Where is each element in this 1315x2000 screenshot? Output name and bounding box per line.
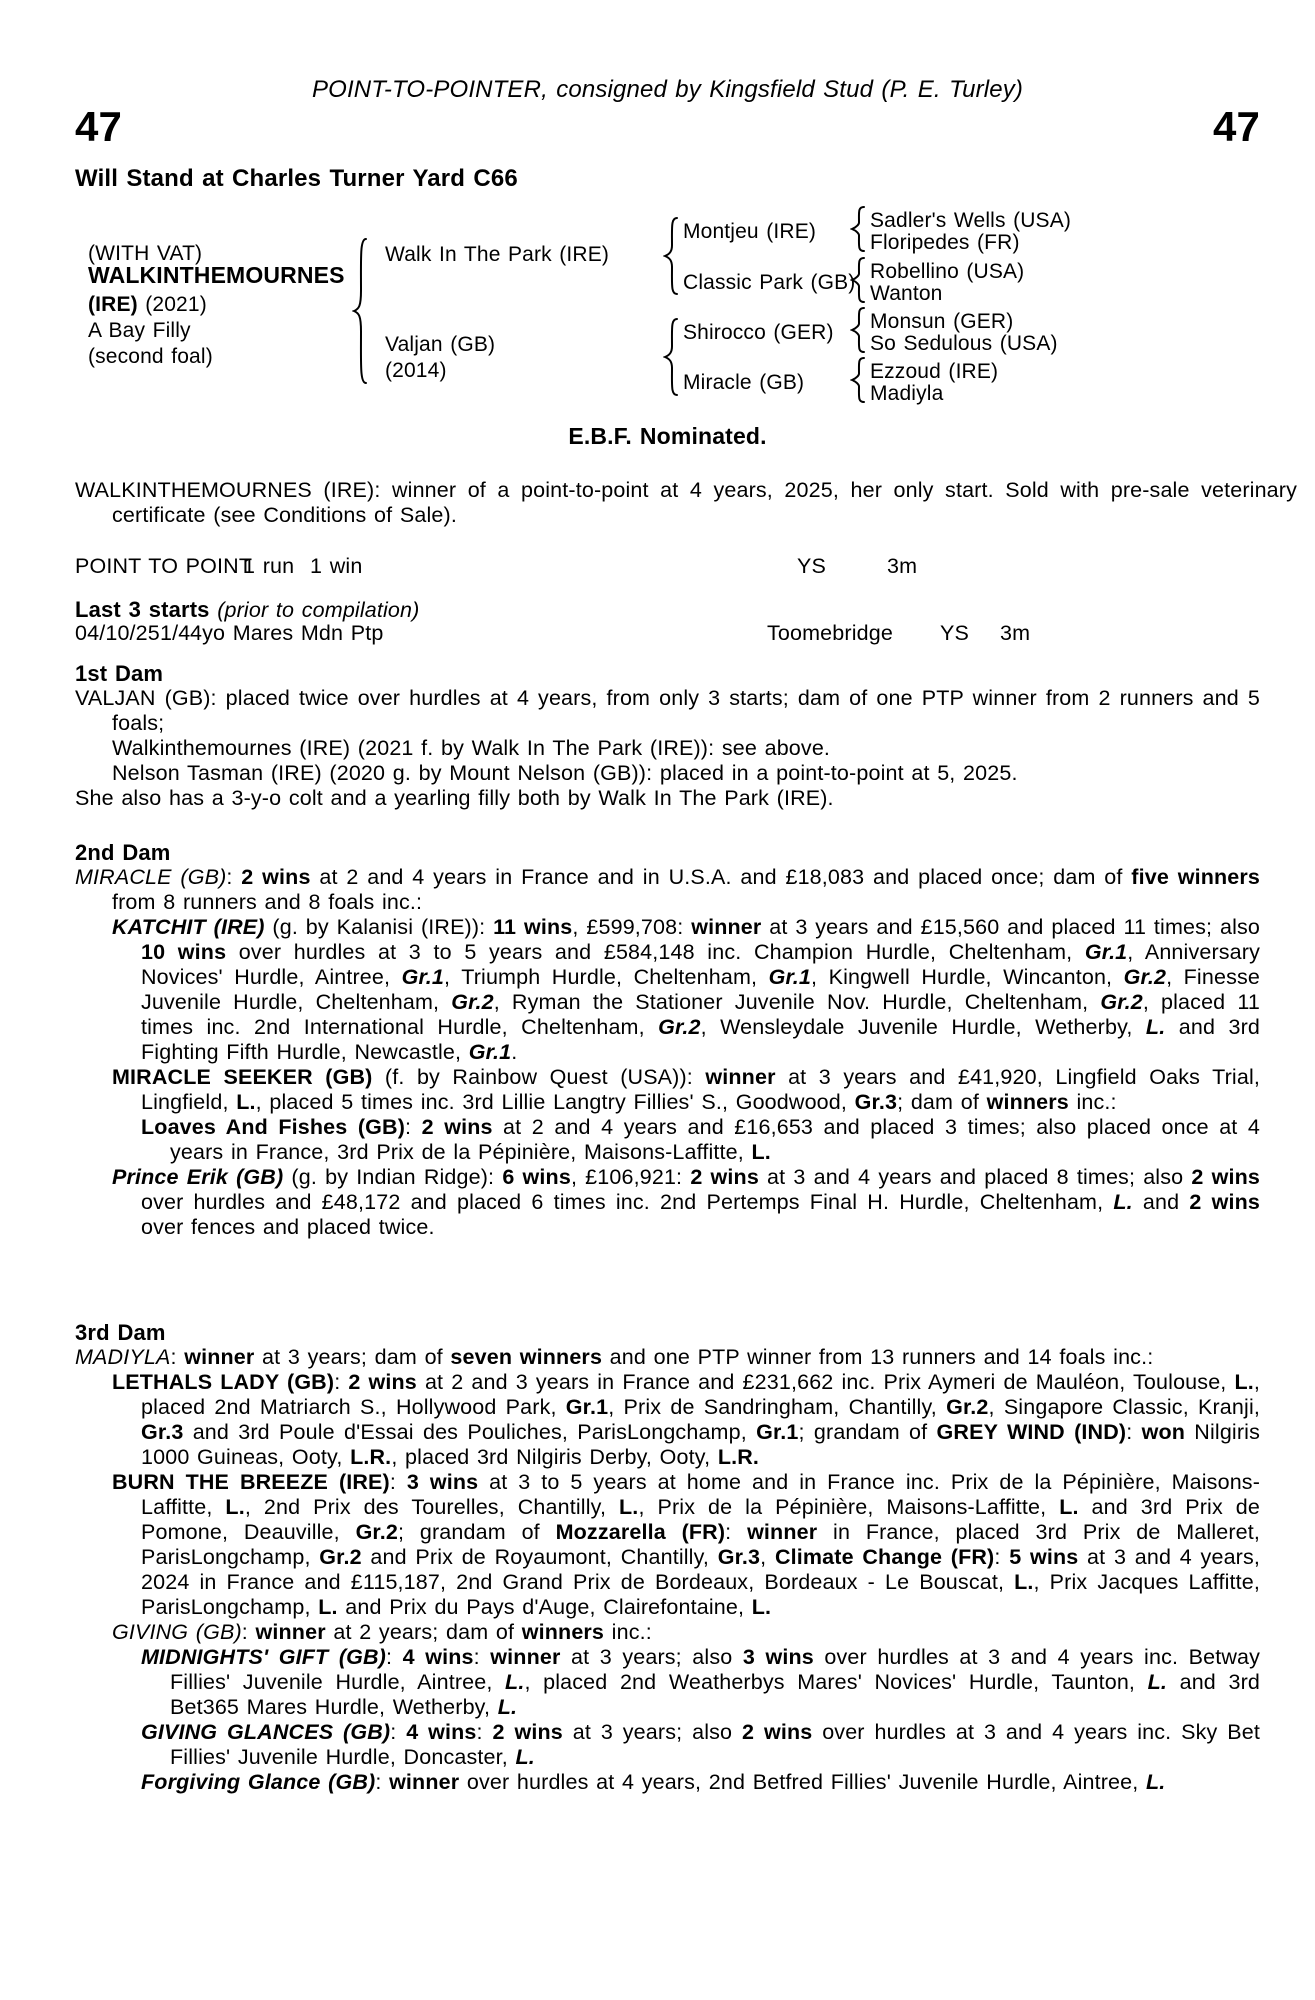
horse-colour-sex: A Bay Filly (88, 319, 191, 342)
text-run: over hurdles at 4 years, 2nd Betfred Fillies' Juvenile Hurdle, Aintree, (459, 1770, 1146, 1794)
text-run: Loaves And Fishes (GB) (141, 1115, 406, 1139)
lot-number-left: 47 (75, 103, 123, 150)
stand-note: Will Stand at Charles Turner Yard C66 (75, 165, 518, 192)
text-run: winner (490, 1645, 561, 1669)
text-run: at 2 years; dam of (325, 1620, 522, 1644)
text-run: and Prix du Pays d'Auge, Clairefontaine, (337, 1595, 752, 1619)
start-race: 4yo Mares Mdn Ptp (190, 621, 384, 645)
text-run: , Anniversary Novices' Hurdle, Aintree, (141, 940, 1260, 989)
text-run: and 3rd Poule d'Essai des Pouliches, ParisLongchamp, (183, 1420, 757, 1444)
text-run: MIRACLE SEEKER (GB) (112, 1065, 373, 1089)
text-run: : (390, 1720, 407, 1744)
text-run: over hurdles at 3 to 5 years and £584,148 inc. Champion Hurdle, Cheltenham, (226, 940, 1085, 964)
pedigree-brace-icon (850, 307, 866, 353)
great-grandparent-name: Ezzoud (IRE) (870, 360, 999, 383)
section-body (75, 1345, 1260, 1795)
text-run: , placed 11 times inc. 2nd International Hurdle, Cheltenham, (141, 990, 1260, 1039)
text-run: , Prix de Sandringham, Chantilly, (608, 1395, 947, 1419)
text-run: : (226, 865, 242, 889)
text-run: , Wensleydale Juvenile Hurdle, Wetherby, (700, 1015, 1146, 1039)
text-run: winner (255, 1620, 326, 1644)
text-run: five winners (1131, 865, 1261, 889)
record-category: POINT TO POINT (75, 554, 253, 578)
text-run: L. (515, 1745, 535, 1769)
text-run: over hurdles at 3 and 4 years inc. Betway Fillies' Juvenile Hurdle, Aintree, (170, 1645, 1261, 1694)
section-body (75, 865, 1260, 1240)
catalogue-paragraph (75, 1720, 1260, 1770)
text-run: MADIYLA (75, 1345, 171, 1369)
text-run: Gr.1 (756, 1420, 799, 1444)
section-2nd-dam (75, 840, 1260, 1240)
great-grandparent-name: So Sedulous (USA) (870, 332, 1058, 355)
last-starts-row (75, 621, 1260, 646)
horse-year: (2021) (145, 293, 207, 316)
catalogue-paragraph (75, 1345, 1260, 1370)
text-run: , placed 2nd Weatherbys Mares' Novices' Hurdle, Taunton, (524, 1670, 1148, 1694)
text-run: winner (184, 1345, 255, 1369)
text-run: Gr.1 (468, 1040, 512, 1064)
great-grandparent-name: Robellino (USA) (870, 260, 1025, 283)
text-run: L. (497, 1695, 518, 1719)
section-heading: 2nd Dam (75, 840, 171, 865)
text-run: at 3 years and £41,920, Lingfield Oaks Trial, Lingfield, (141, 1065, 1261, 1114)
text-run: , (760, 1545, 775, 1569)
start-course: Toomebridge (767, 621, 893, 645)
text-run: 11 wins (493, 915, 573, 939)
text-run: Gr.1 (1084, 940, 1128, 964)
horse-name: WALKINTHEMOURNES (88, 262, 345, 288)
last-starts-label: Last 3 starts (75, 597, 210, 622)
catalogue-paragraph (75, 1115, 1260, 1165)
text-run: , Kingwell Hurdle, Wincanton, (811, 965, 1124, 989)
text-run: at 3 years; dam of (254, 1345, 451, 1369)
start-distance: 3m (1000, 621, 1031, 645)
record-wins: 1 win (310, 554, 363, 578)
text-run: , 2nd Prix des Tourelles, Chantilly, (244, 1495, 620, 1519)
section-body (75, 686, 1260, 811)
catalogue-paragraph (75, 686, 1260, 736)
text-run: over hurdles and £48,172 and placed 6 times inc. 2nd Pertemps Final H. Hurdle, Cheltenham, (141, 1190, 1114, 1214)
catalogue-paragraph (75, 761, 1260, 786)
text-run: L. (619, 1495, 639, 1519)
text-run: 2 wins (421, 1115, 493, 1139)
text-run: over hurdles at 3 and 4 years inc. Sky Bet Fillies' Juvenile Hurdle, Doncaster, (170, 1720, 1261, 1769)
text-run: L. (1059, 1495, 1079, 1519)
text-run: 3 wins (406, 1470, 479, 1494)
text-run: VALJAN (GB): placed twice over hurdles at 4 years, from only 3 starts; dam of one PTP winner from 2 runners and 5 foals; (75, 686, 1260, 735)
text-run: 3 wins (742, 1645, 814, 1669)
sire-name: Walk In The Park (IRE) (385, 243, 610, 266)
text-run: : (241, 1620, 256, 1644)
text-run: L. (1234, 1370, 1254, 1394)
grandsire-name: Montjeu (IRE) (683, 220, 816, 243)
text-run: and 3rd Prix de Pomone, Deauville, (141, 1495, 1260, 1544)
text-run: : (473, 1645, 491, 1669)
text-run: winner (747, 1520, 818, 1544)
text-run: : (405, 1115, 422, 1139)
catalogue-paragraph (75, 915, 1260, 1065)
text-run: Gr.2 (1100, 990, 1143, 1014)
pedigree-brace-icon (850, 257, 866, 303)
text-run: at 2 and 4 years in France and in U.S.A. and £18,083 and placed once; dam of (310, 865, 1132, 889)
text-run: and 3rd Fighting Fifth Hurdle, Newcastle, (141, 1015, 1260, 1064)
catalogue-paragraph (75, 1770, 1260, 1795)
text-run: : (994, 1545, 1010, 1569)
text-run: 10 wins (141, 940, 227, 964)
text-run: in France, placed 3rd Prix de Malleret, ParisLongchamp, (141, 1520, 1261, 1569)
text-run: 6 wins (502, 1165, 571, 1189)
text-run: , Ryman the Stationer Juvenile Nov. Hurdle, Cheltenham, (493, 990, 1101, 1014)
start-position: 1/4 (160, 621, 191, 645)
text-run: winners (986, 1090, 1069, 1114)
text-run: and (1132, 1190, 1190, 1214)
intro-paragraph (75, 478, 1297, 528)
text-run: Gr.1 (401, 965, 445, 989)
text-run: inc.: (604, 1620, 652, 1644)
pedigree-brace-icon (352, 238, 368, 384)
text-run: L. (1146, 1770, 1166, 1794)
text-run: : (476, 1720, 493, 1744)
text-run: at 3 years and £15,560 and placed 11 times; also (761, 915, 1261, 939)
text-run: L.R. (350, 1445, 392, 1469)
horse-origin-year (88, 292, 207, 317)
text-run: . (511, 1040, 518, 1064)
catalogue-paragraph (75, 1165, 1260, 1240)
text-run: , placed 2nd Matriarch S., Hollywood Park, (141, 1370, 1261, 1419)
text-run: at 2 and 4 years and £16,653 and placed 3 times; also placed once at 4 years in France, 3rd Prix de la Pépinière, Maisons-Laffitte, (170, 1115, 1261, 1164)
text-run: (g. by Indian Ridge): (283, 1165, 503, 1189)
text-run: : (725, 1520, 748, 1544)
text-run: ; grandam of (398, 1520, 556, 1544)
text-run: KATCHIT (IRE) (112, 915, 265, 939)
record-going: YS (797, 554, 826, 578)
text-run: : (334, 1370, 349, 1394)
text-run: Nelson Tasman (IRE) (2020 g. by Mount Nelson (GB)): placed in a point-to-point at 5, 2025. (112, 761, 1018, 785)
text-run: GIVING (GB) (112, 1620, 242, 1644)
text-run: L. (225, 1495, 245, 1519)
pedigree-table (75, 205, 1260, 420)
pedigree-brace-icon (663, 217, 679, 295)
text-run: L. (1113, 1190, 1133, 1214)
catalogue-paragraph (75, 1065, 1260, 1115)
pedigree-brace-icon (663, 318, 679, 396)
granddam-name: Miracle (GB) (683, 371, 805, 394)
text-run: 5 wins (1009, 1545, 1079, 1569)
text-run: at 3 years; also (562, 1720, 742, 1744)
start-date: 04/10/25 (75, 621, 160, 645)
text-run: Gr.2 (319, 1545, 362, 1569)
text-run: 2 wins (1189, 1190, 1260, 1214)
text-run: from 8 runners and 8 foals inc.: (112, 890, 423, 914)
section-1st-dam (75, 661, 1260, 811)
text-run: Gr.2 (1123, 965, 1167, 989)
text-run: Gr.1 (565, 1395, 609, 1419)
great-grandparent-name: Wanton (870, 282, 943, 305)
text-run: at 3 years; also (560, 1645, 743, 1669)
text-run: 2 wins (492, 1720, 563, 1744)
text-run: L. (1145, 1015, 1166, 1039)
section-3rd-dam (75, 1320, 1260, 1795)
text-run: Gr.2 (451, 990, 494, 1014)
text-run: L.R. (717, 1445, 760, 1469)
text-run: LETHALS LADY (GB) (112, 1370, 335, 1394)
text-run: Gr.1 (768, 965, 812, 989)
record-runs: 1 run (243, 554, 295, 578)
great-grandparent-name: Sadler's Wells (USA) (870, 209, 1071, 232)
foal-note: (second foal) (88, 345, 213, 368)
text-run: 2 wins (1191, 1165, 1260, 1189)
text-run: seven winners (450, 1345, 603, 1369)
dam-name: Valjan (GB) (385, 333, 496, 356)
text-run: , Prix Jacques Laffitte, ParisLongchamp, (141, 1570, 1260, 1619)
dam-year: (2014) (385, 359, 447, 382)
text-run: won (1141, 1420, 1186, 1444)
catalogue-paragraph (75, 1470, 1260, 1620)
text-run: Climate Change (FR) (774, 1545, 995, 1569)
text-run: Forgiving Glance (GB) (141, 1770, 376, 1794)
text-run: inc.: (1068, 1090, 1117, 1114)
text-run: 2 wins (241, 865, 311, 889)
text-run: at 3 and 4 years and placed 8 times; also (758, 1165, 1192, 1189)
vat-note: (WITH VAT) (88, 242, 203, 265)
text-run: , £599,708: (572, 915, 692, 939)
text-run: MIDNIGHTS' GIFT (GB) (141, 1645, 386, 1669)
text-run: , placed 5 times inc. 3rd Lillie Langtry Fillies' S., Goodwood, (255, 1090, 855, 1114)
text-run: BURN THE BREEZE (IRE) (112, 1470, 390, 1494)
text-run: , Prix de la Pépinière, Maisons-Laffitte, (638, 1495, 1060, 1519)
text-run: Nilgiris 1000 Guineas, Ooty, (141, 1420, 1260, 1469)
text-run: L. (505, 1670, 525, 1694)
text-run: She also has a 3-y-o colt and a yearling filly both by Walk In The Park (IRE). (75, 786, 834, 810)
text-run: (f. by Rainbow Quest (USA)): (372, 1065, 706, 1089)
section-heading: 1st Dam (75, 661, 164, 686)
lot-number-right: 47 (1212, 103, 1260, 150)
race-record-row (75, 554, 1260, 579)
text-run: 4 wins (402, 1645, 474, 1669)
text-run: 2 wins (348, 1370, 417, 1394)
text-run: GREY WIND (IND) (936, 1420, 1127, 1444)
text-run: L. (751, 1595, 772, 1619)
text-run: (g. by Kalanisi (IRE)): (264, 915, 494, 939)
pedigree-brace-icon (850, 357, 866, 403)
text-run: Gr.2 (355, 1520, 398, 1544)
text-run: , Finesse Juvenile Hurdle, Cheltenham, (141, 965, 1260, 1014)
text-run: Prince Erik (GB) (112, 1165, 284, 1189)
granddam-name: Classic Park (GB) (683, 271, 856, 294)
text-run: Gr.2 (658, 1015, 701, 1039)
catalogue-paragraph (75, 1370, 1260, 1470)
pedigree-brace-icon (850, 206, 866, 252)
text-run: : (386, 1645, 403, 1669)
text-run: L. (318, 1595, 338, 1619)
text-run: Gr.2 (946, 1395, 989, 1419)
text-run: : (1126, 1420, 1142, 1444)
text-run: MIRACLE (GB) (75, 865, 227, 889)
text-run: over fences and placed twice. (141, 1215, 435, 1239)
catalogue-paragraph (75, 736, 1260, 761)
text-run: WALKINTHEMOURNES (IRE): winner of a point-to-point at 4 years, 2025, her only start. Sold with pre-sale veterinary certificate (see Conditions of Sale). (75, 478, 1297, 527)
catalogue-paragraph (75, 865, 1260, 915)
text-run: and one PTP winner from 13 runners and 14 foals inc.: (602, 1345, 1154, 1369)
text-run: : (389, 1470, 407, 1494)
text-run: Gr.3 (854, 1090, 898, 1114)
text-run: , placed 3rd Nilgiris Derby, Ooty, (391, 1445, 718, 1469)
last-starts-heading (75, 597, 419, 623)
text-run: ; grandam of (798, 1420, 937, 1444)
great-grandparent-name: Floripedes (FR) (870, 231, 1020, 254)
grandsire-name: Shirocco (GER) (683, 321, 834, 344)
text-run: at 3 to 5 years at home and in France inc. Prix de la Pépinière, Maisons-Laffitte, (141, 1470, 1261, 1519)
ebf-note: E.B.F. Nominated. (568, 423, 767, 449)
text-run: L. (1147, 1670, 1168, 1694)
text-run: winners (521, 1620, 605, 1644)
section-heading: 3rd Dam (75, 1320, 166, 1345)
text-run: , £106,921: (570, 1165, 691, 1189)
text-run: winner (705, 1065, 776, 1089)
text-run: , Singapore Classic, Kranji, (988, 1395, 1260, 1419)
page-title: POINT-TO-POINTER, consigned by Kingsfield Stud (P. E. Turley) (311, 76, 1024, 103)
start-going: YS (940, 621, 969, 645)
text-run: L. (751, 1140, 771, 1164)
text-run: Mozzarella (FR) (555, 1520, 726, 1544)
text-run: ; dam of (897, 1090, 987, 1114)
last-starts-note: (prior to compilation) (217, 598, 420, 622)
horse-suffix: (IRE) (88, 293, 138, 316)
great-grandparent-name: Madiyla (870, 382, 944, 405)
great-grandparent-name: Monsun (GER) (870, 310, 1014, 333)
text-run: at 2 and 3 years in France and £231,662 inc. Prix Aymeri de Mauléon, Toulouse, (416, 1370, 1235, 1394)
text-run: and 3rd Bet365 Mares Hurdle, Wetherby, (170, 1670, 1260, 1719)
text-run: L. (236, 1090, 256, 1114)
text-run: Walkinthemournes (IRE) (2021 f. by Walk In The Park (IRE)): see above. (112, 736, 831, 760)
text-run: : (170, 1345, 185, 1369)
text-run: : (375, 1770, 390, 1794)
text-run: 4 wins (406, 1720, 477, 1744)
text-run: Gr.3 (717, 1545, 761, 1569)
text-run: and Prix de Royaumont, Chantilly, (361, 1545, 718, 1569)
text-run: GIVING GLANCES (GB) (141, 1720, 391, 1744)
text-run: winner (691, 915, 762, 939)
text-run: winner (389, 1770, 460, 1794)
catalogue-paragraph (75, 1620, 1260, 1645)
text-run: L. (1014, 1570, 1034, 1594)
catalogue-paragraph (75, 786, 1260, 811)
catalogue-paragraph (75, 1645, 1260, 1720)
text-run: , Triumph Hurdle, Cheltenham, (444, 965, 769, 989)
text-run: Gr.3 (141, 1420, 184, 1444)
record-distance: 3m (887, 554, 918, 578)
text-run: at 3 and 4 years, 2024 in France and £115,187, 2nd Grand Prix de Bordeaux, Bordeaux - Le Bouscat, (141, 1545, 1261, 1594)
text-run: 2 wins (690, 1165, 759, 1189)
text-run: 2 wins (741, 1720, 813, 1744)
